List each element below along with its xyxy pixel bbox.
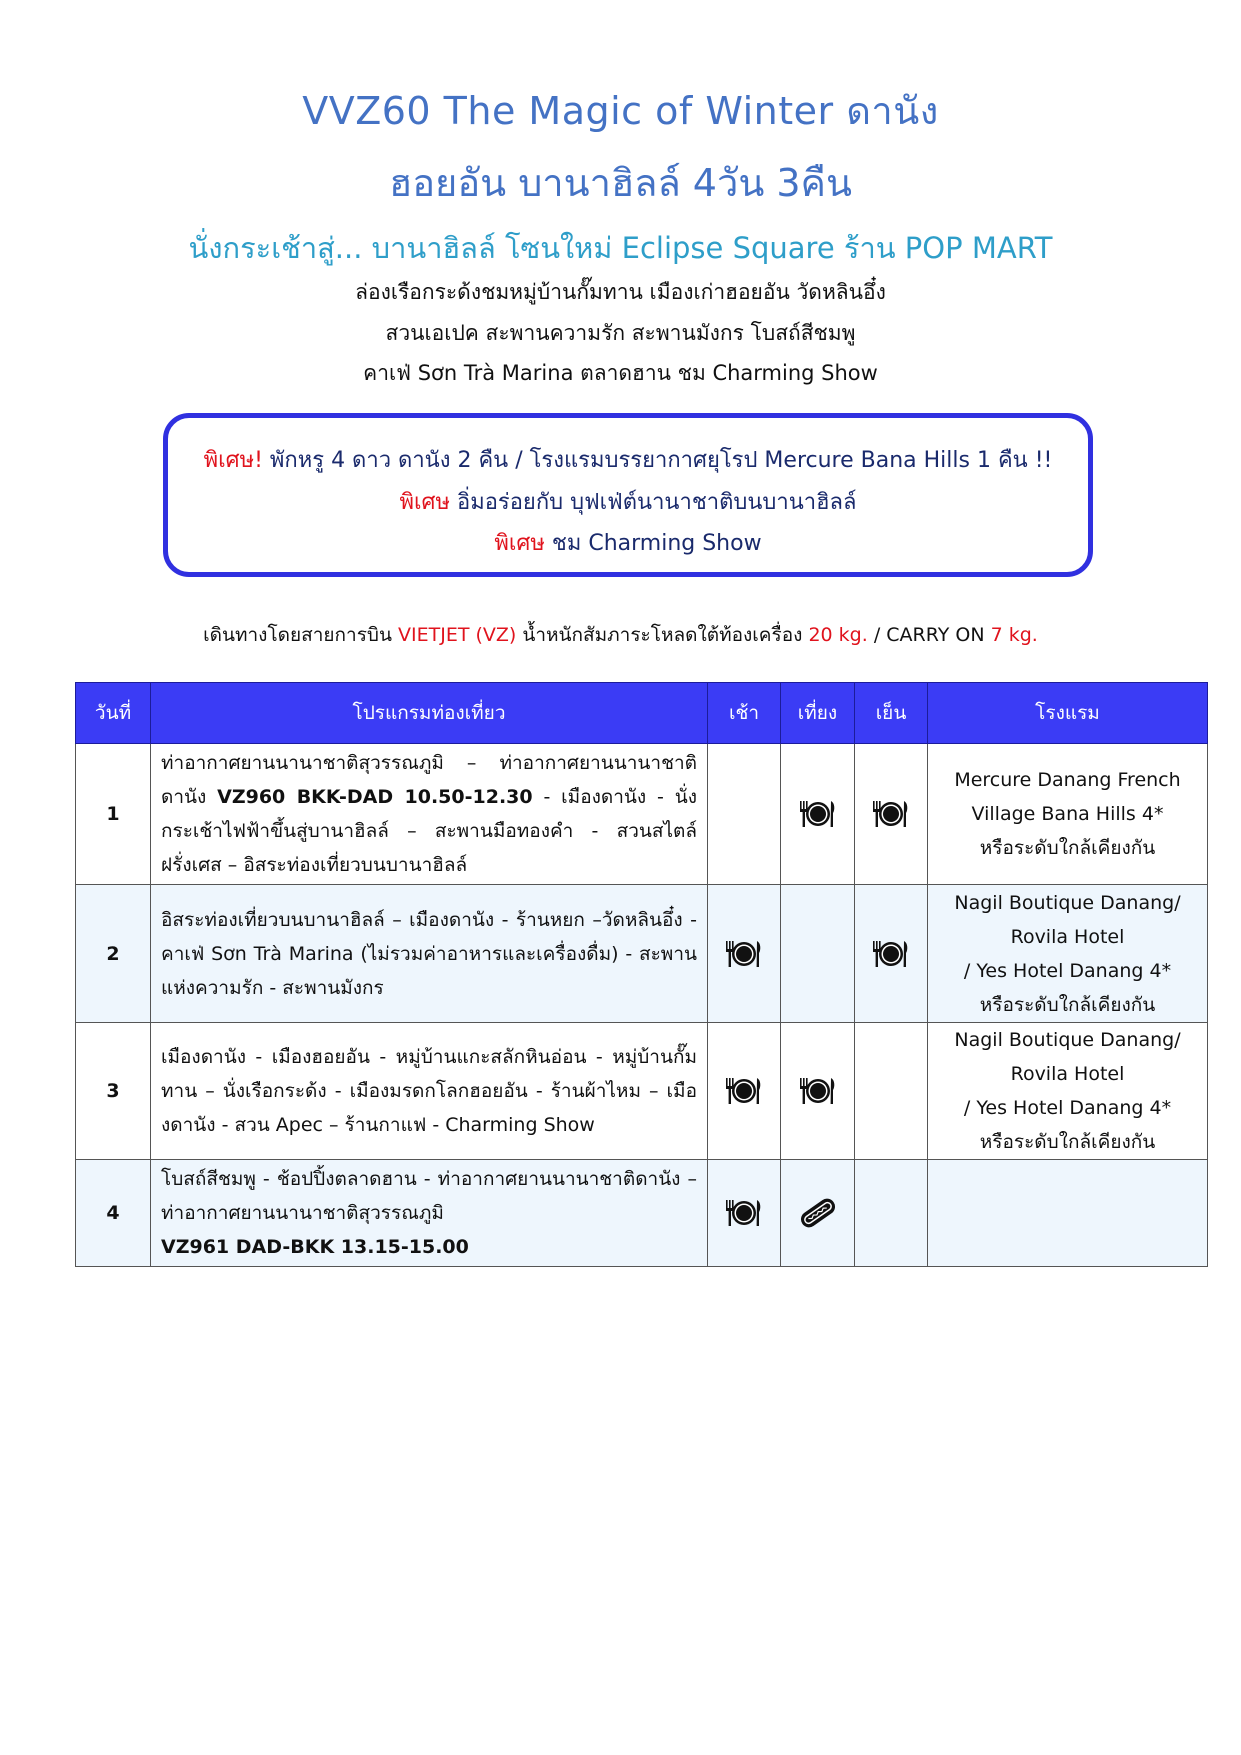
- special-tag: พิเศษ!: [203, 448, 263, 473]
- hotel-line: หรือระดับใกล้เคียงกัน: [979, 993, 1156, 1016]
- plate-icon: [724, 1196, 764, 1230]
- day-cell: 4: [76, 1160, 151, 1267]
- program-cell: [151, 885, 708, 1023]
- baggage-weight: 20 kg.: [808, 624, 868, 646]
- breakfast-cell: [708, 744, 781, 885]
- plate-icon: [724, 937, 764, 971]
- hotel-line: Rovila Hotel: [1010, 1063, 1125, 1085]
- special-text: พักหรู 4 ดาว ดานัง 2 คืน / โรงแรมบรรยากาศยุโรป Mercure Bana Hills 1 คืน !!: [262, 448, 1053, 473]
- special-text: ชม Charming Show: [544, 531, 762, 556]
- hotel-cell: [928, 744, 1208, 885]
- hotel-line: / Yes Hotel Danang 4*: [963, 1097, 1172, 1119]
- breakfast-cell: [708, 1023, 781, 1160]
- airline: VIETJET (VZ): [398, 624, 517, 646]
- title-line-2: ฮอยอัน บานาฮิลล์ 4วัน 3คืน: [389, 161, 852, 205]
- table-row: [76, 1023, 1208, 1160]
- specials-box: [163, 413, 1093, 577]
- day-cell: 3: [76, 1023, 151, 1160]
- itinerary-table: [75, 682, 1208, 1267]
- header-lunch: เที่ยง: [781, 683, 855, 744]
- program-text: - เมืองดานัง - นั่งกระเช้าไฟฟ้าขึ้นสู่บานาฮิลล์ – สะพานมือทองคำ - สวนสไตล์ฝรั่งเศส – อิสระท่องเที่ยวบนบานาฮิลล์: [161, 786, 697, 876]
- hotel-cell: [928, 1160, 1208, 1267]
- day-cell: 1: [76, 744, 151, 885]
- flight-number: VZ961 DAD-BKK 13.15-15.00: [161, 1236, 469, 1258]
- table-header-row: [76, 683, 1208, 744]
- dinner-cell: [855, 885, 928, 1023]
- hotel-line: หรือระดับใกล้เคียงกัน: [979, 1131, 1156, 1153]
- flight-prefix: เดินทางโดยสายการบิน: [203, 624, 399, 646]
- hotel-line: / Yes Hotel Danang 4*: [963, 959, 1172, 982]
- hotel-line: Village Bana Hills 4*: [971, 803, 1164, 825]
- hotel-line: Rovila Hotel: [1010, 925, 1125, 948]
- plate-icon: [871, 937, 911, 971]
- table-row: [76, 744, 1208, 885]
- hotel-cell: [928, 885, 1208, 1023]
- program-cell: [151, 1160, 708, 1267]
- title-line-1: VVZ60 The Magic of Winter ดานัง: [302, 89, 939, 133]
- highlight-line: ล่องเรือกระด้งชมหมู่บ้านกั๊มทาน เมืองเก่าฮอยอัน วัดหลินอึ๋ง: [355, 280, 886, 304]
- baggage-label: น้ำหนักสัมภาระโหลดใต้ท้องเครื่อง: [516, 624, 809, 646]
- header-program: โปรแกรมท่องเที่ยว: [151, 683, 708, 744]
- program-cell: [151, 1023, 708, 1160]
- header-breakfast: เช้า: [708, 683, 781, 744]
- carry-on-label: / CARRY ON: [867, 624, 991, 646]
- program-text: เมืองดานัง - เมืองฮอยอัน - หมู่บ้านแกะสลักหินอ่อน - หมู่บ้านกั๊มทาน – นั่งเรือกระด้ง - เมืองมรดกโลกฮอยอัน - ร้านผ้าไหม – เมืองดานัง - สวน Apec – ร้านกาแฟ - Charming Show: [161, 1046, 697, 1136]
- header-day: วันที่: [76, 683, 151, 744]
- highlight-line: สวนเอเปค สะพานความรัก สะพานมังกร โบสถ์สีชมพู: [385, 321, 856, 345]
- lunch-cell: [781, 885, 855, 1023]
- special-tag: พิเศษ: [494, 531, 545, 556]
- program-cell: [151, 744, 708, 885]
- special-text: อิ่มอร่อยกับ บุฟเฟ่ต์นานาชาติบนบานาฮิลล์: [449, 490, 857, 515]
- plate-icon: [871, 797, 911, 831]
- dinner-cell: [855, 1160, 928, 1267]
- lunch-cell: [781, 744, 855, 885]
- program-text: อิสระท่องเที่ยวบนบานาฮิลล์ – เมืองดานัง - ร้านหยก –วัดหลินอึ๋ง - คาเฟ่ Sơn Trà Marina (ไม่รวมค่าอาหารและเครื่องดื่ม) - สะพานแห่งความรัก - สะพานมังกร: [161, 908, 697, 999]
- table-row: [76, 885, 1208, 1023]
- dinner-cell: [855, 1023, 928, 1160]
- hotel-line: หรือระดับใกล้เคียงกัน: [979, 837, 1156, 859]
- special-line: [168, 442, 1088, 477]
- program-text: ท่าอากาศยานนานาชาติสุวรรณภูมิ – ท่าอากาศยานนานาชาติดานัง: [161, 752, 697, 808]
- carry-on-weight: 7 kg.: [990, 624, 1038, 646]
- plate-icon: [724, 1074, 764, 1108]
- special-tag: พิเศษ: [399, 490, 450, 515]
- flight-info: [0, 620, 1241, 650]
- breakfast-cell: [708, 1160, 781, 1267]
- highlight-line: คาเฟ่ Sơn Trà Marina ตลาดฮาน ชม Charming Show: [363, 361, 878, 385]
- table-row: [76, 1160, 1208, 1267]
- lunch-cell: [781, 1023, 855, 1160]
- subtitle: นั่งกระเช้าสู่... บานาฮิลล์ โซนใหม่ Eclipse Square ร้าน POP MART: [188, 231, 1053, 265]
- hotel-line: Mercure Danang French: [954, 769, 1181, 791]
- flight-number: VZ960 BKK-DAD 10.50-12.30: [217, 786, 533, 808]
- hotel-line: Nagil Boutique Danang/: [954, 891, 1181, 914]
- special-line: [168, 484, 1088, 519]
- hotel-line: Nagil Boutique Danang/: [954, 1029, 1181, 1051]
- header-dinner: เย็น: [855, 683, 928, 744]
- hotdog-icon: [798, 1196, 838, 1230]
- day-cell: 2: [76, 885, 151, 1023]
- dinner-cell: [855, 744, 928, 885]
- program-text: โบสถ์สีชมพู - ช้อปปิ้งตลาดฮาน - ท่าอากาศยานนานาชาติดานัง –ท่าอากาศยานนานาชาติสุวรรณภูมิ: [161, 1168, 697, 1224]
- breakfast-cell: [708, 885, 781, 1023]
- plate-icon: [798, 797, 838, 831]
- hotel-cell: [928, 1023, 1208, 1160]
- plate-icon: [798, 1074, 838, 1108]
- lunch-cell: [781, 1160, 855, 1267]
- header-hotel: โรงแรม: [928, 683, 1208, 744]
- special-line: [168, 525, 1088, 560]
